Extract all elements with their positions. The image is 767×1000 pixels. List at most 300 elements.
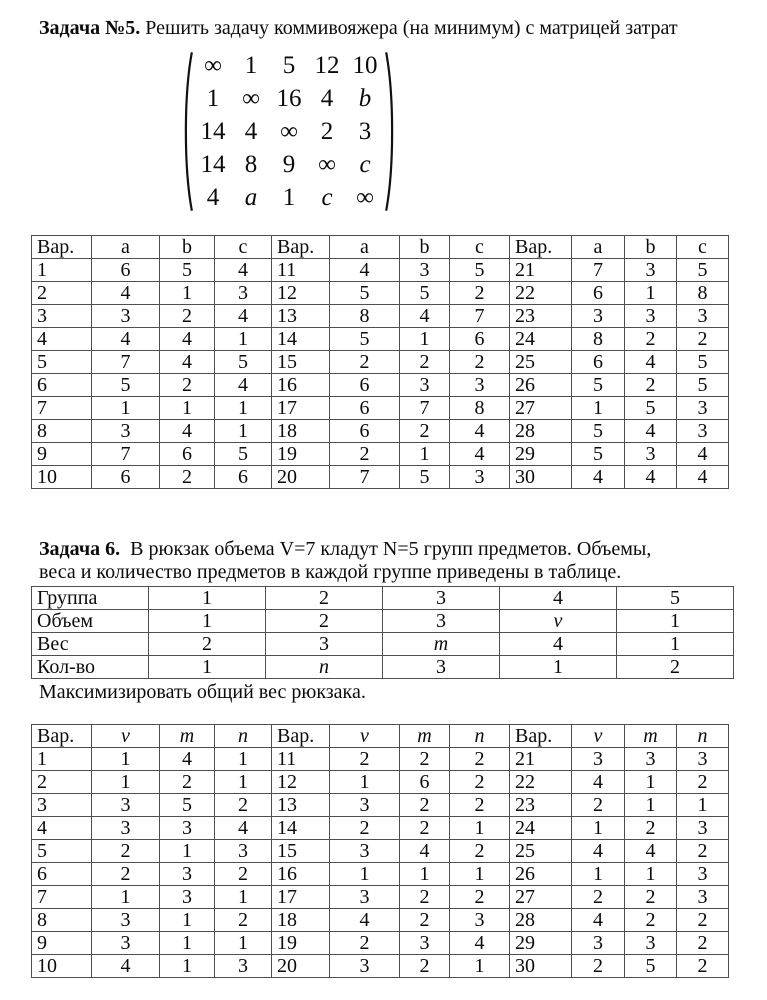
problem5-title-number: Задача №5.	[39, 17, 141, 39]
table-cell: 16	[272, 374, 330, 397]
matrix-cell: 2	[320, 118, 334, 145]
table-row	[32, 633, 734, 656]
table-cell: 4	[32, 328, 92, 351]
table-cell: 3	[677, 397, 729, 420]
table-cell: 2	[450, 771, 510, 794]
table-cell: 30	[510, 955, 572, 978]
table-cell: 1	[215, 771, 272, 794]
matrix-cell: 1	[206, 85, 220, 112]
table-cell: 3	[92, 932, 160, 955]
table-cell: 1	[617, 610, 734, 633]
table-cell: 2	[677, 932, 729, 955]
table-cell: 3	[330, 886, 400, 909]
table-header-cell: m	[400, 725, 450, 748]
table-header-cell: a	[572, 236, 625, 259]
table-cell: 1	[215, 420, 272, 443]
table-cell: 4	[625, 840, 677, 863]
table-cell: 3	[400, 932, 450, 955]
table-cell: 2	[92, 863, 160, 886]
table-cell: 2	[330, 748, 400, 771]
table-cell: 2	[450, 351, 510, 374]
matrix-cell: 14	[200, 151, 226, 178]
table-cell: m	[383, 633, 500, 656]
table-cell: 3	[383, 656, 500, 679]
table-cell: 9	[32, 932, 92, 955]
table-cell: 2	[400, 955, 450, 978]
table-cell: 6	[330, 397, 400, 420]
matrix-cell: 5	[282, 52, 296, 79]
table-header-cell: n	[215, 725, 272, 748]
table-cell: 10	[32, 955, 92, 978]
table-cell: 1	[215, 886, 272, 909]
table-cell: 4	[677, 466, 729, 489]
table-header-cell: Вар.	[272, 236, 330, 259]
table-cell: 1	[160, 932, 215, 955]
table-cell: 7	[32, 886, 92, 909]
table-cell: 4	[215, 259, 272, 282]
table-header-cell: Вар.	[272, 725, 330, 748]
table-cell: 1	[330, 863, 400, 886]
table-row	[32, 748, 729, 771]
table-row	[32, 397, 729, 420]
table-cell: 6	[92, 259, 160, 282]
table-cell: 4	[400, 840, 450, 863]
matrix-cell: 4	[206, 184, 220, 211]
table-cell: 21	[510, 748, 572, 771]
table-cell: 4	[160, 351, 215, 374]
table-header-cell: Вар.	[510, 236, 572, 259]
table-cell: 3	[92, 305, 160, 328]
table-cell: 5	[215, 443, 272, 466]
table-cell: 1	[617, 633, 734, 656]
table-cell: 5	[677, 374, 729, 397]
table-cell: 25	[510, 351, 572, 374]
table-cell: 4	[160, 748, 215, 771]
table-header-cell: a	[92, 236, 160, 259]
table-cell: 27	[510, 397, 572, 420]
table-cell: 3	[32, 794, 92, 817]
table-cell: 4	[500, 587, 617, 610]
table-cell: 3	[677, 420, 729, 443]
table-row	[32, 909, 729, 932]
table-cell: 17	[272, 397, 330, 420]
table-cell: 1	[572, 397, 625, 420]
table-header-cell: n	[450, 725, 510, 748]
table-cell: 2	[330, 817, 400, 840]
table-cell: 3	[625, 932, 677, 955]
table-cell: 2	[677, 840, 729, 863]
table-cell: 2	[215, 863, 272, 886]
table-header-cell: v	[572, 725, 625, 748]
table-cell: 2	[266, 587, 383, 610]
table-cell: 2	[400, 886, 450, 909]
table-cell: 3	[625, 443, 677, 466]
table-cell: 2	[160, 374, 215, 397]
problem6-title	[39, 537, 767, 561]
table-cell: 5	[400, 282, 450, 305]
table-header-cell: Вар.	[510, 725, 572, 748]
table-cell: 3	[450, 374, 510, 397]
cost-matrix	[181, 49, 397, 214]
table-header-row	[32, 725, 729, 748]
table-cell: 1	[215, 932, 272, 955]
table-cell: 3	[625, 305, 677, 328]
table-cell: 28	[510, 909, 572, 932]
table-cell: 1	[215, 397, 272, 420]
table-cell: 2	[617, 656, 734, 679]
table-cell: 6	[32, 863, 92, 886]
table-cell: 1	[92, 886, 160, 909]
table-cell: 3	[160, 817, 215, 840]
table-cell: 3	[677, 748, 729, 771]
table-cell: 13	[272, 305, 330, 328]
table-cell: 1	[677, 794, 729, 817]
table-cell: 2	[330, 443, 400, 466]
table-cell: 1	[450, 863, 510, 886]
table-cell: 26	[510, 374, 572, 397]
table-row	[32, 794, 729, 817]
table-cell: 4	[572, 909, 625, 932]
table-cell: 2	[450, 748, 510, 771]
table-cell: 2	[400, 817, 450, 840]
table-cell: 4	[450, 420, 510, 443]
table-cell: 3	[215, 955, 272, 978]
table-cell: 8	[32, 420, 92, 443]
table-header-cell: v	[92, 725, 160, 748]
table-cell: 1	[149, 587, 266, 610]
matrix-cell: 10	[352, 52, 378, 79]
table-cell: 5	[160, 259, 215, 282]
table-cell: 4	[450, 443, 510, 466]
table-cell: 1	[400, 328, 450, 351]
table-cell: Вес	[32, 633, 149, 656]
table-header-cell: c	[677, 236, 729, 259]
table-cell: 3	[383, 587, 500, 610]
table-cell: 5	[450, 259, 510, 282]
table-cell: 3	[572, 305, 625, 328]
table-cell: 4	[92, 282, 160, 305]
table-cell: 3	[625, 259, 677, 282]
table-cell: 1	[625, 282, 677, 305]
problem6-title-line2: веса и количество предметов в каждой группе приведены в таблице.	[39, 561, 622, 583]
table-cell: 1	[215, 748, 272, 771]
table-cell: 4	[572, 466, 625, 489]
table-cell: 6	[572, 351, 625, 374]
matrix-cell: 16	[276, 85, 302, 112]
table-cell: 4	[572, 771, 625, 794]
table-cell: 1	[92, 771, 160, 794]
matrix-cell: 8	[244, 151, 258, 178]
table-cell: 5	[572, 374, 625, 397]
table-cell: 5	[32, 840, 92, 863]
table-row	[32, 259, 729, 282]
table-cell: 5	[92, 374, 160, 397]
table-cell: 1	[400, 863, 450, 886]
table-cell: 2	[32, 771, 92, 794]
table-cell: 3	[677, 305, 729, 328]
table-cell: 5	[330, 328, 400, 351]
table-row	[32, 420, 729, 443]
table-cell: 28	[510, 420, 572, 443]
matrix-cell: 3	[358, 118, 372, 145]
matrix-cell: 4	[244, 118, 258, 145]
problem5-title-text: Решить задачу коммивояжера (на минимум) с матрицей затрат	[145, 17, 678, 39]
table-cell: 1	[92, 748, 160, 771]
table-cell: 5	[400, 466, 450, 489]
matrix-cell: 4	[320, 85, 334, 112]
table-cell: 26	[510, 863, 572, 886]
table-row	[32, 840, 729, 863]
table-cell: 6	[400, 771, 450, 794]
table-cell: 2	[625, 817, 677, 840]
table-row	[32, 328, 729, 351]
table-cell: 6	[32, 374, 92, 397]
table-cell: 3	[625, 748, 677, 771]
table-row	[32, 771, 729, 794]
table-cell: 12	[272, 282, 330, 305]
table-cell: 2	[625, 374, 677, 397]
matrix-cell: ∞	[204, 52, 222, 79]
table-cell: 3	[215, 282, 272, 305]
matrix-cell: c	[359, 151, 371, 178]
table-cell: 1	[32, 259, 92, 282]
table-cell: 1	[92, 397, 160, 420]
table-cell: 3	[450, 466, 510, 489]
table-cell: 3	[330, 840, 400, 863]
table-cell: 6	[92, 466, 160, 489]
table-cell: 2	[625, 909, 677, 932]
table-cell: 3	[677, 817, 729, 840]
table-cell: 6	[215, 466, 272, 489]
table-cell: 3	[330, 955, 400, 978]
matrix-cell: 1	[282, 184, 296, 211]
problem6-note: Максимизировать общий вес рюкзака.	[39, 681, 366, 703]
table-cell: 17	[272, 886, 330, 909]
table-cell: 3	[92, 909, 160, 932]
table-cell: 5	[215, 351, 272, 374]
table-header-cell: c	[215, 236, 272, 259]
table-cell: 3	[266, 633, 383, 656]
table-cell: 4	[572, 840, 625, 863]
table-row	[32, 443, 729, 466]
table-cell: 29	[510, 932, 572, 955]
table-cell: 2	[32, 282, 92, 305]
table-cell: 2	[400, 351, 450, 374]
problem6-title-line1: В рюкзак объема V=7 кладут N=5 групп предметов. Объемы,	[130, 538, 652, 560]
table-header-cell: a	[330, 236, 400, 259]
table-cell: Кол-во	[32, 656, 149, 679]
table-cell: 3	[677, 863, 729, 886]
table-cell: 4	[400, 305, 450, 328]
table-header-cell: b	[625, 236, 677, 259]
matrix-cell: ∞	[356, 184, 374, 211]
table-cell: 3	[572, 932, 625, 955]
matrix-cell: a	[244, 184, 258, 211]
table-cell: 5	[625, 397, 677, 420]
table-cell: 1	[160, 955, 215, 978]
table-cell: 2	[677, 909, 729, 932]
table-cell: 2	[625, 886, 677, 909]
table-header-cell: c	[450, 236, 510, 259]
table-cell: 5	[572, 443, 625, 466]
table-cell: 3	[677, 886, 729, 909]
table-row	[32, 932, 729, 955]
table-cell: 2	[400, 909, 450, 932]
table-row	[32, 305, 729, 328]
table-header-cell: b	[400, 236, 450, 259]
table-cell: 1	[330, 771, 400, 794]
problem5-title	[39, 16, 767, 40]
table-header-cell: n	[677, 725, 729, 748]
matrix-cell: ∞	[318, 151, 336, 178]
table-cell: 7	[572, 259, 625, 282]
table-cell: 2	[266, 610, 383, 633]
table-cell: 30	[510, 466, 572, 489]
table-row	[32, 351, 729, 374]
table-header-cell: Вар.	[32, 236, 92, 259]
table-cell: 1	[500, 656, 617, 679]
table-row	[32, 817, 729, 840]
table-cell: 3	[215, 840, 272, 863]
table-cell: 15	[272, 351, 330, 374]
table-cell: n	[266, 656, 383, 679]
matrix-cell: 12	[314, 52, 340, 79]
right-parenthesis-icon	[384, 49, 397, 214]
table-row	[32, 587, 734, 610]
table-cell: 2	[450, 840, 510, 863]
table-cell: 2	[92, 840, 160, 863]
table-cell: 4	[215, 305, 272, 328]
table-cell: 5	[617, 587, 734, 610]
cost-matrix-grid	[194, 49, 384, 214]
table-cell: 2	[450, 282, 510, 305]
table-cell: 1	[450, 955, 510, 978]
table-cell: 4	[92, 955, 160, 978]
table-cell: 2	[572, 955, 625, 978]
matrix-cell: 14	[200, 118, 226, 145]
table-cell: 4	[625, 420, 677, 443]
table-cell: 7	[330, 466, 400, 489]
table-cell: 1	[400, 443, 450, 466]
table-cell: 2	[677, 771, 729, 794]
table-cell: 24	[510, 817, 572, 840]
table-cell: 1	[149, 656, 266, 679]
table-cell: 4	[500, 633, 617, 656]
table-cell: 23	[510, 305, 572, 328]
table-cell: 2	[149, 633, 266, 656]
table-header-cell: v	[330, 725, 400, 748]
table-cell: 8	[572, 328, 625, 351]
table-cell: 25	[510, 840, 572, 863]
table-cell: 3	[383, 610, 500, 633]
table-cell: 14	[272, 328, 330, 351]
table-cell: 4	[330, 909, 400, 932]
table-cell: 3	[400, 374, 450, 397]
problem6-title-number: Задача 6.	[39, 538, 121, 560]
table-cell: 1	[160, 282, 215, 305]
table-cell: 8	[450, 397, 510, 420]
table-cell: 18	[272, 909, 330, 932]
table-cell: 7	[92, 351, 160, 374]
table-cell: 1	[625, 863, 677, 886]
matrix-cell: b	[358, 85, 372, 112]
table-cell: 2	[450, 794, 510, 817]
table-cell: 20	[272, 466, 330, 489]
matrix-cell: ∞	[280, 118, 298, 145]
table-cell: 14	[272, 817, 330, 840]
table-cell: 2	[330, 932, 400, 955]
table-cell: 24	[510, 328, 572, 351]
table-cell: 5	[677, 351, 729, 374]
table-cell: 5	[677, 259, 729, 282]
table-cell: 6	[330, 374, 400, 397]
table-cell: 3	[160, 863, 215, 886]
table-cell: 2	[572, 794, 625, 817]
table-cell: 2	[625, 328, 677, 351]
table-cell: 3	[92, 794, 160, 817]
table-cell: 6	[330, 420, 400, 443]
table-cell: v	[500, 610, 617, 633]
table-cell: 5	[572, 420, 625, 443]
table-cell: 22	[510, 282, 572, 305]
table-cell: 8	[32, 909, 92, 932]
problem6-params-table	[31, 586, 734, 679]
table-cell: 3	[450, 909, 510, 932]
table-cell: 12	[272, 771, 330, 794]
table-cell: 1	[32, 748, 92, 771]
table-cell: 2	[677, 328, 729, 351]
matrix-cell: c	[321, 184, 333, 211]
table-cell: 3	[160, 886, 215, 909]
matrix-cell: 9	[282, 151, 296, 178]
left-parenthesis-icon	[181, 49, 194, 214]
table-cell: 8	[330, 305, 400, 328]
table-cell: 2	[400, 420, 450, 443]
table-cell: 27	[510, 886, 572, 909]
table-cell: 6	[572, 282, 625, 305]
table-cell: 5	[625, 955, 677, 978]
table-cell: 2	[677, 955, 729, 978]
table-cell: 7	[400, 397, 450, 420]
problem5-variants-table	[31, 235, 729, 489]
table-cell: 4	[215, 374, 272, 397]
table-cell: 1	[160, 397, 215, 420]
table-cell: 2	[330, 351, 400, 374]
table-cell: 7	[450, 305, 510, 328]
table-cell: 3	[572, 748, 625, 771]
table-header-cell: m	[625, 725, 677, 748]
table-cell: 13	[272, 794, 330, 817]
table-cell: 6	[160, 443, 215, 466]
table-cell: 1	[625, 794, 677, 817]
table-cell: 16	[272, 863, 330, 886]
table-cell: 1	[572, 863, 625, 886]
table-row	[32, 656, 734, 679]
table-header-row	[32, 236, 729, 259]
table-cell: 20	[272, 955, 330, 978]
table-cell: 4	[92, 328, 160, 351]
table-cell: 3	[32, 305, 92, 328]
table-cell: 4	[450, 932, 510, 955]
table-cell: 5	[330, 282, 400, 305]
table-cell: 3	[400, 259, 450, 282]
table-cell: 7	[32, 397, 92, 420]
table-row	[32, 374, 729, 397]
table-cell: 2	[160, 466, 215, 489]
table-cell: 11	[272, 748, 330, 771]
matrix-cell: 1	[244, 52, 258, 79]
table-cell: 9	[32, 443, 92, 466]
